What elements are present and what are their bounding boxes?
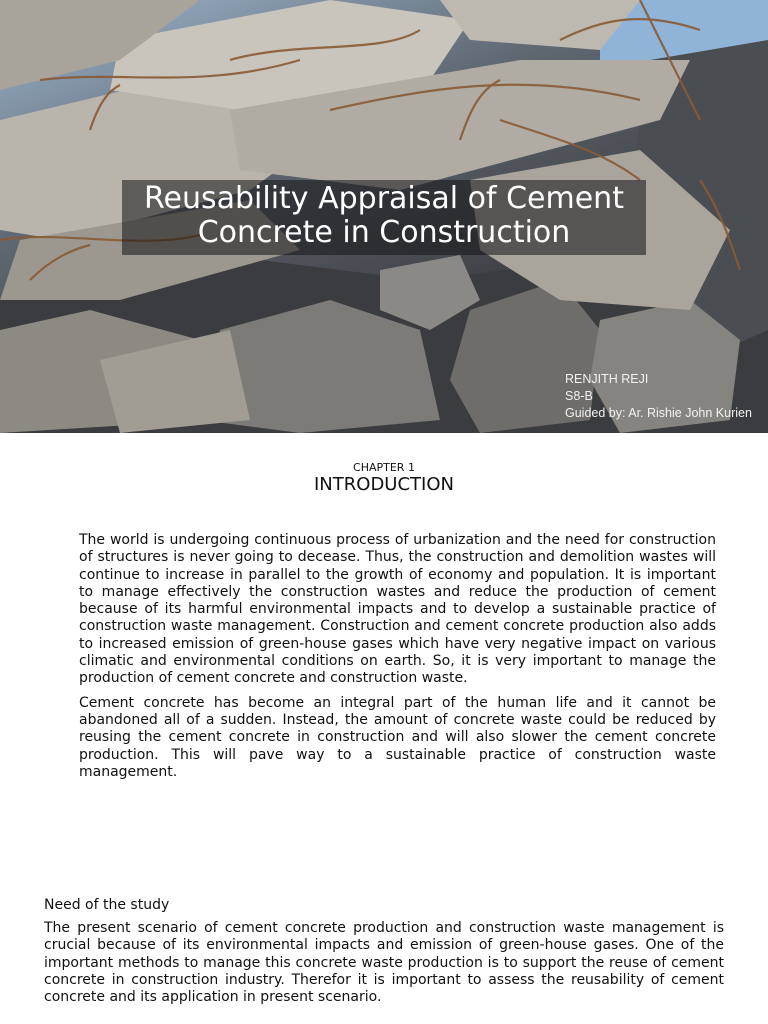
author-class: S8-B: [565, 389, 593, 403]
introduction-text: [79, 532, 716, 788]
title-line-1: Reusability Appraisal of Cement: [144, 181, 624, 216]
guide-name: Guided by: Ar. Rishie John Kurien: [565, 406, 752, 420]
author-name: RENJITH REJI: [565, 372, 649, 386]
document-title: [122, 180, 646, 250]
need-of-study-body: The present scenario of cement concrete production and construction waste management is crucial because of its environmental impacts and emission of green-house gases. One of the important methods to manage this concrete waste production is to support the reuse of cement concrete in construction industry. Therefor it is important to assess the reusability of cement concrete and its application in present scenario.: [44, 920, 724, 1006]
author-block: [565, 371, 752, 422]
intro-paragraph-2: Cement concrete has become an integral part of the human life and it cannot be abandoned all of a sudden. Instead, the amount of concrete waste could be reduced by reusing the cement concrete in construction and will also slower the cement concrete production. This will pave way to a sustainable practice of construction waste management.: [79, 694, 716, 780]
title-line-2: Concrete in Construction: [197, 215, 571, 250]
need-of-study-heading: Need of the study: [44, 897, 170, 913]
cover-image: [0, 0, 768, 433]
intro-paragraph-1: The world is undergoing continuous process of urbanization and the need for construction of structures is never going to decease. Thus, the construction and demolition wastes will continue to increase in parallel to the growth of economy and population. It is important to manage effectively the construction wastes and reduce the production of cement because of its harmful environmental impacts and to develop a sustainable practice of construction waste management. Construction and cement concrete production also adds to increased emission of green-house gases which have very negative impact on various climatic and environmental conditions on earth. So, it is very important to manage the production of cement concrete and construction waste.: [79, 532, 716, 687]
chapter-title: INTRODUCTION: [314, 474, 454, 495]
chapter-label: CHAPTER 1: [353, 461, 415, 474]
